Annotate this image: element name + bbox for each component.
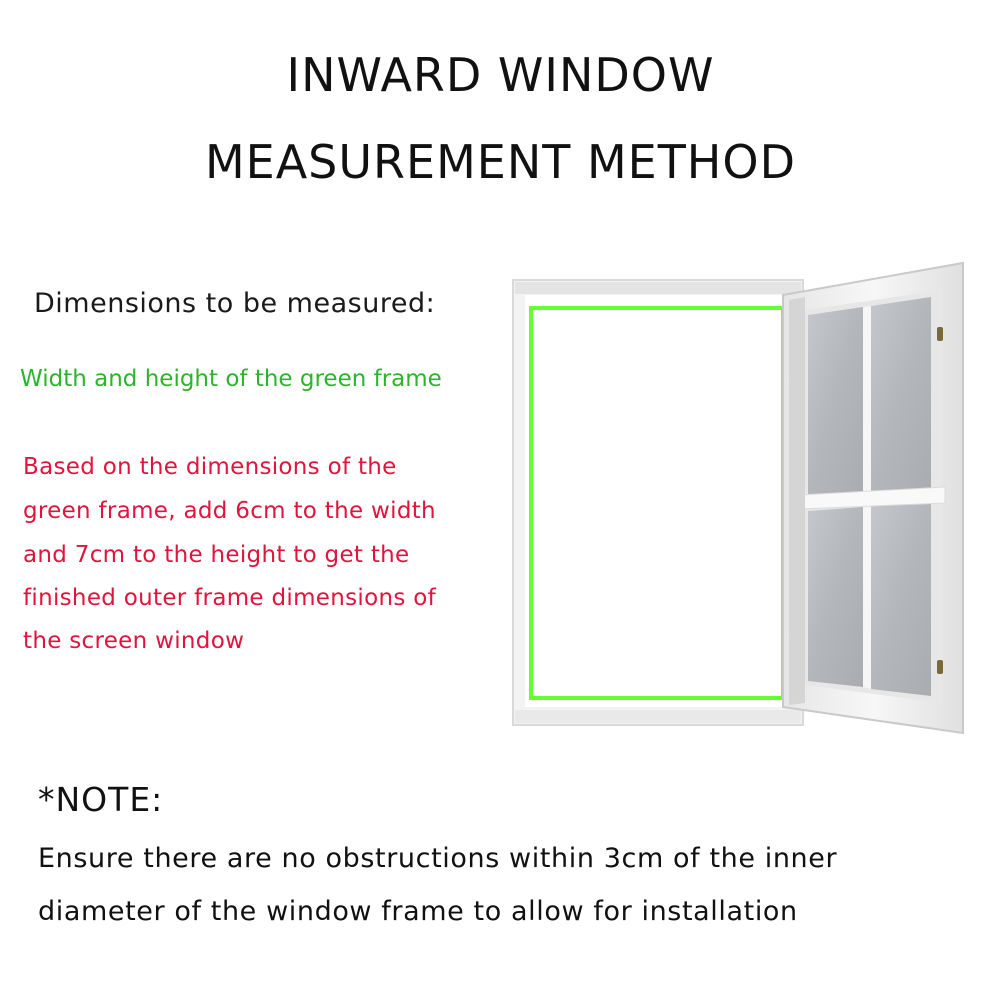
note-heading: *NOTE:: [38, 780, 164, 819]
note-line-1: Ensure there are no obstructions within 3cm of the inner: [38, 843, 838, 874]
open-window-sash: [783, 263, 963, 733]
glass-pane-top-left: [808, 307, 863, 499]
glass-pane-bottom-right: [871, 503, 931, 696]
window-outer-frame: [513, 280, 803, 725]
red-instruction-line-5: the screen window: [23, 628, 245, 654]
window-illustration: [505, 255, 975, 745]
glass-pane-top-right: [871, 297, 931, 494]
hinge-icon: [937, 660, 943, 674]
title-line-2: MEASUREMENT METHOD: [204, 135, 797, 189]
red-instruction-line-3: and 7cm to the height to get the: [23, 542, 410, 568]
glass-pane-bottom-left: [808, 507, 863, 687]
dimensions-heading: Dimensions to be measured:: [34, 288, 436, 319]
red-instruction-line-1: Based on the dimensions of the: [23, 454, 397, 480]
green-frame-instruction: Width and height of the green frame: [20, 366, 442, 392]
hinge-icon: [937, 327, 943, 341]
title-line-1: INWARD WINDOW: [286, 48, 715, 102]
red-instruction-line-4: finished outer frame dimensions of: [23, 585, 436, 611]
note-line-2: diameter of the window frame to allow for installation: [38, 896, 798, 927]
red-instruction-line-2: green frame, add 6cm to the width: [23, 498, 436, 524]
